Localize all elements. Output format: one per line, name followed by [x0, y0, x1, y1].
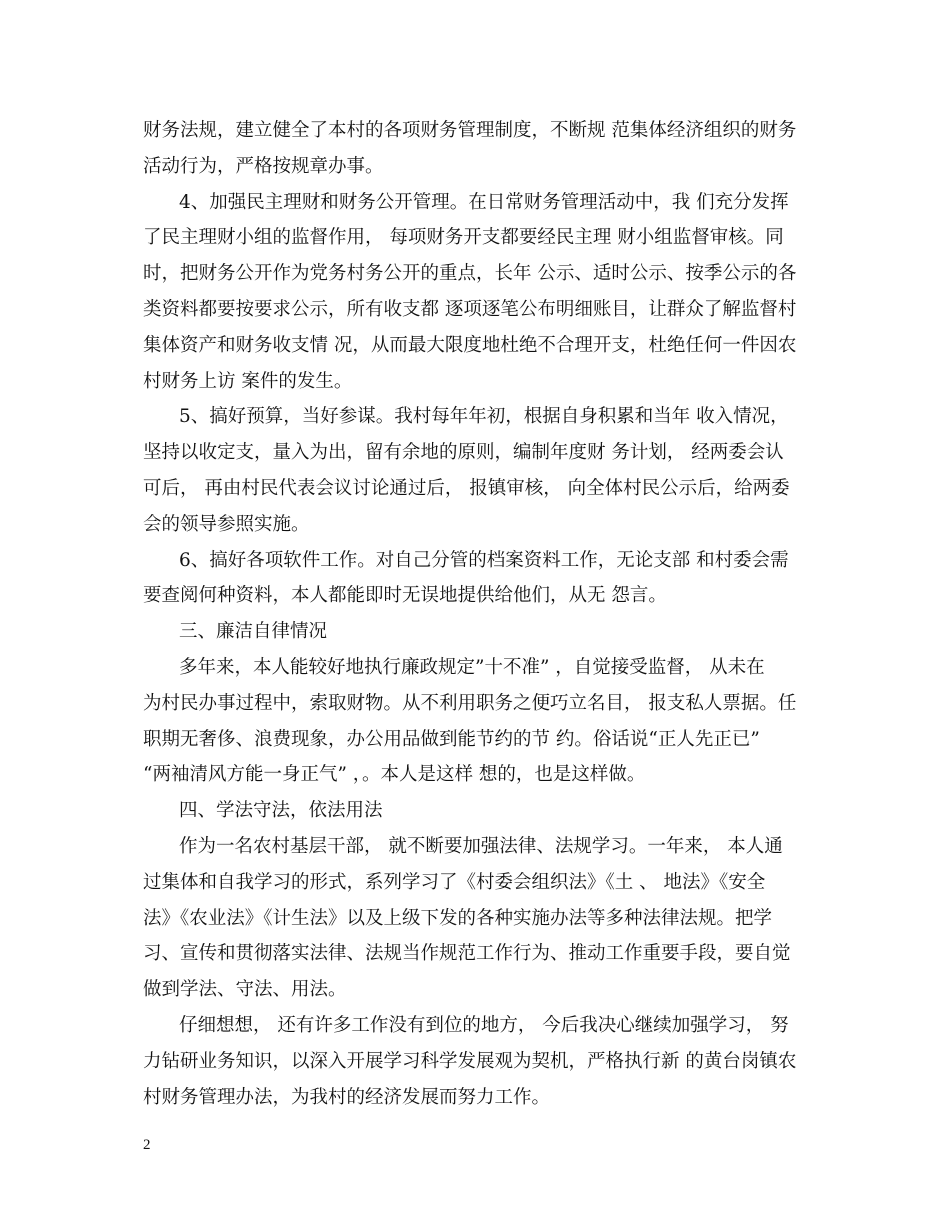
- section-heading: 三、廉洁自律情况: [179, 621, 328, 643]
- text-line: 要查阅何种资料，本人都能即时无误地提供给他们，从无 怨言。: [143, 585, 667, 607]
- paragraph-start: 仔细想想， 还有许多工作没有到位的地方， 今后我决心继续加强学习， 努: [179, 1014, 789, 1036]
- text-line: 类资料都要按要求公示，所有收支都 逐项逐笔公布明细账目，让群众了解监督村: [143, 298, 797, 320]
- paragraph-start: 5、搞好预算，当好参谋。我村每年年初，根据自身积累和当年 收入情况，: [179, 406, 789, 428]
- text-line: 可后， 再由村民代表会议讨论通过后， 报镇审核， 向全体村民公示后，给两委: [143, 477, 790, 499]
- text-line: 为村民办事过程中，索取财物。从不利用职务之便巧立名目， 报支私人票据。任: [143, 692, 797, 714]
- text-line: 村财务上访 案件的发生。: [143, 370, 353, 392]
- document-body: [143, 113, 811, 1115]
- text-line: 法》《农业法》《计生法》以及上级下发的各种实施办法等多种法律法规。把学: [143, 907, 773, 929]
- page-number: 2: [143, 1137, 151, 1153]
- paragraph-start: 多年来，本人能较好地执行廉政规定”十不准” ，自觉接受监督， 从未在: [179, 656, 765, 678]
- text-line: “两袖清风方能一身正气” ，。本人是这样 想的，也是这样做。: [143, 764, 646, 786]
- text-line: 活动行为，严格按规章办事。: [143, 155, 384, 177]
- text-line: 村财务管理办法，为我村的经济发展而努力工作。: [143, 1086, 551, 1108]
- text-line: 时，把财务公开作为党务村务公开的重点，长年 公示、适时公示、按季公示的各: [143, 263, 797, 285]
- text-line: 会的领导参照实施。: [143, 513, 310, 535]
- text-line: 了民主理财小组的监督作用， 每项财务开支都要经民主理 财小组监督审核。同: [143, 227, 784, 249]
- text-line: 集体资产和财务收支情 况，从而最大限度地杜绝不合理开支，杜绝任何一件因农: [143, 334, 797, 356]
- text-line: 坚持以收定支，量入为出，留有余地的原则，编制年度财 务计划， 经两委会认: [143, 442, 784, 464]
- text-line: 力钻研业务知识，以深入开展学习科学发展观为契机，严格执行新 的黄台岗镇农: [143, 1050, 797, 1072]
- text-line: 习、宣传和贯彻落实法律、法规当作规范工作行为、推动工作重要手段，要自觉: [143, 943, 791, 965]
- paragraph-start: 4、加强民主理财和财务公开管理。在日常财务管理活动中，我 们充分发挥: [179, 191, 789, 213]
- text-line: 职期无奢侈、浪费现象，办公用品做到能节约的节 约。俗话说“正人先正已”: [143, 728, 760, 750]
- text-line: 过集体和自我学习的形式，系列学习了《村委会组织法》《土 、 地法》《安全: [143, 871, 766, 893]
- paragraph-start: 6、搞好各项软件工作。对自己分管的档案资料工作，无论支部 和村委会需: [179, 549, 789, 571]
- text-line: 财务法规，建立健全了本村的各项财务管理制度，不断规 范集体经济组织的财务: [143, 120, 797, 141]
- section-heading: 四、学法守法，依法用法: [179, 800, 383, 822]
- text-line: 做到学法、守法、用法。: [143, 979, 347, 1001]
- paragraph-start: 作为一名农村基层干部， 就不断要加强法律、法规学习。一年来， 本人通: [179, 835, 783, 857]
